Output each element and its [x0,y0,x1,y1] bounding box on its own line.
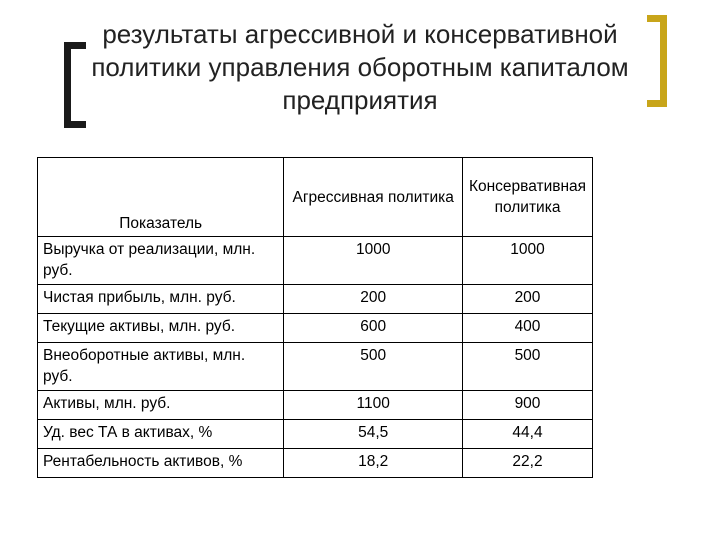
conservative-value: 900 [463,391,593,420]
header-conservative: Консервативная политика [463,158,593,237]
row-label: Активы, млн. руб. [38,391,284,420]
conservative-value: 1000 [463,237,593,285]
conservative-value: 200 [463,285,593,314]
conservative-value: 400 [463,314,593,343]
title-line-1: результаты агрессивной и консервативной [102,19,618,49]
row-label: Рентабельность активов, % [38,449,284,478]
table-row [38,391,593,420]
conservative-value: 44,4 [463,420,593,449]
policy-comparison-table [37,157,593,478]
aggressive-value: 18,2 [284,449,463,478]
header-aggressive: Агрессивная политика [284,158,463,237]
row-label: Внеоборотные активы, млн. руб. [38,343,284,391]
aggressive-value: 1000 [284,237,463,285]
row-label: Выручка от реализации, млн. руб. [38,237,284,285]
row-label: Уд. вес ТА в активах, % [38,420,284,449]
conservative-value: 22,2 [463,449,593,478]
table-row [38,237,593,285]
table-row [38,449,593,478]
aggressive-value: 600 [284,314,463,343]
table-row [38,343,593,391]
row-label: Чистая прибыль, млн. руб. [38,285,284,314]
slide-title [70,18,650,117]
aggressive-value: 54,5 [284,420,463,449]
aggressive-value: 1100 [284,391,463,420]
table-row [38,285,593,314]
header-indicator: Показатель [38,158,284,237]
title-line-3: предприятия [282,85,438,115]
table-row [38,420,593,449]
conservative-value: 500 [463,343,593,391]
table-row [38,314,593,343]
title-line-2: политики управления оборотным капиталом [91,52,629,82]
aggressive-value: 500 [284,343,463,391]
table-header-row [38,158,593,237]
aggressive-value: 200 [284,285,463,314]
right-bracket-decoration [647,15,667,107]
row-label: Текущие активы, млн. руб. [38,314,284,343]
